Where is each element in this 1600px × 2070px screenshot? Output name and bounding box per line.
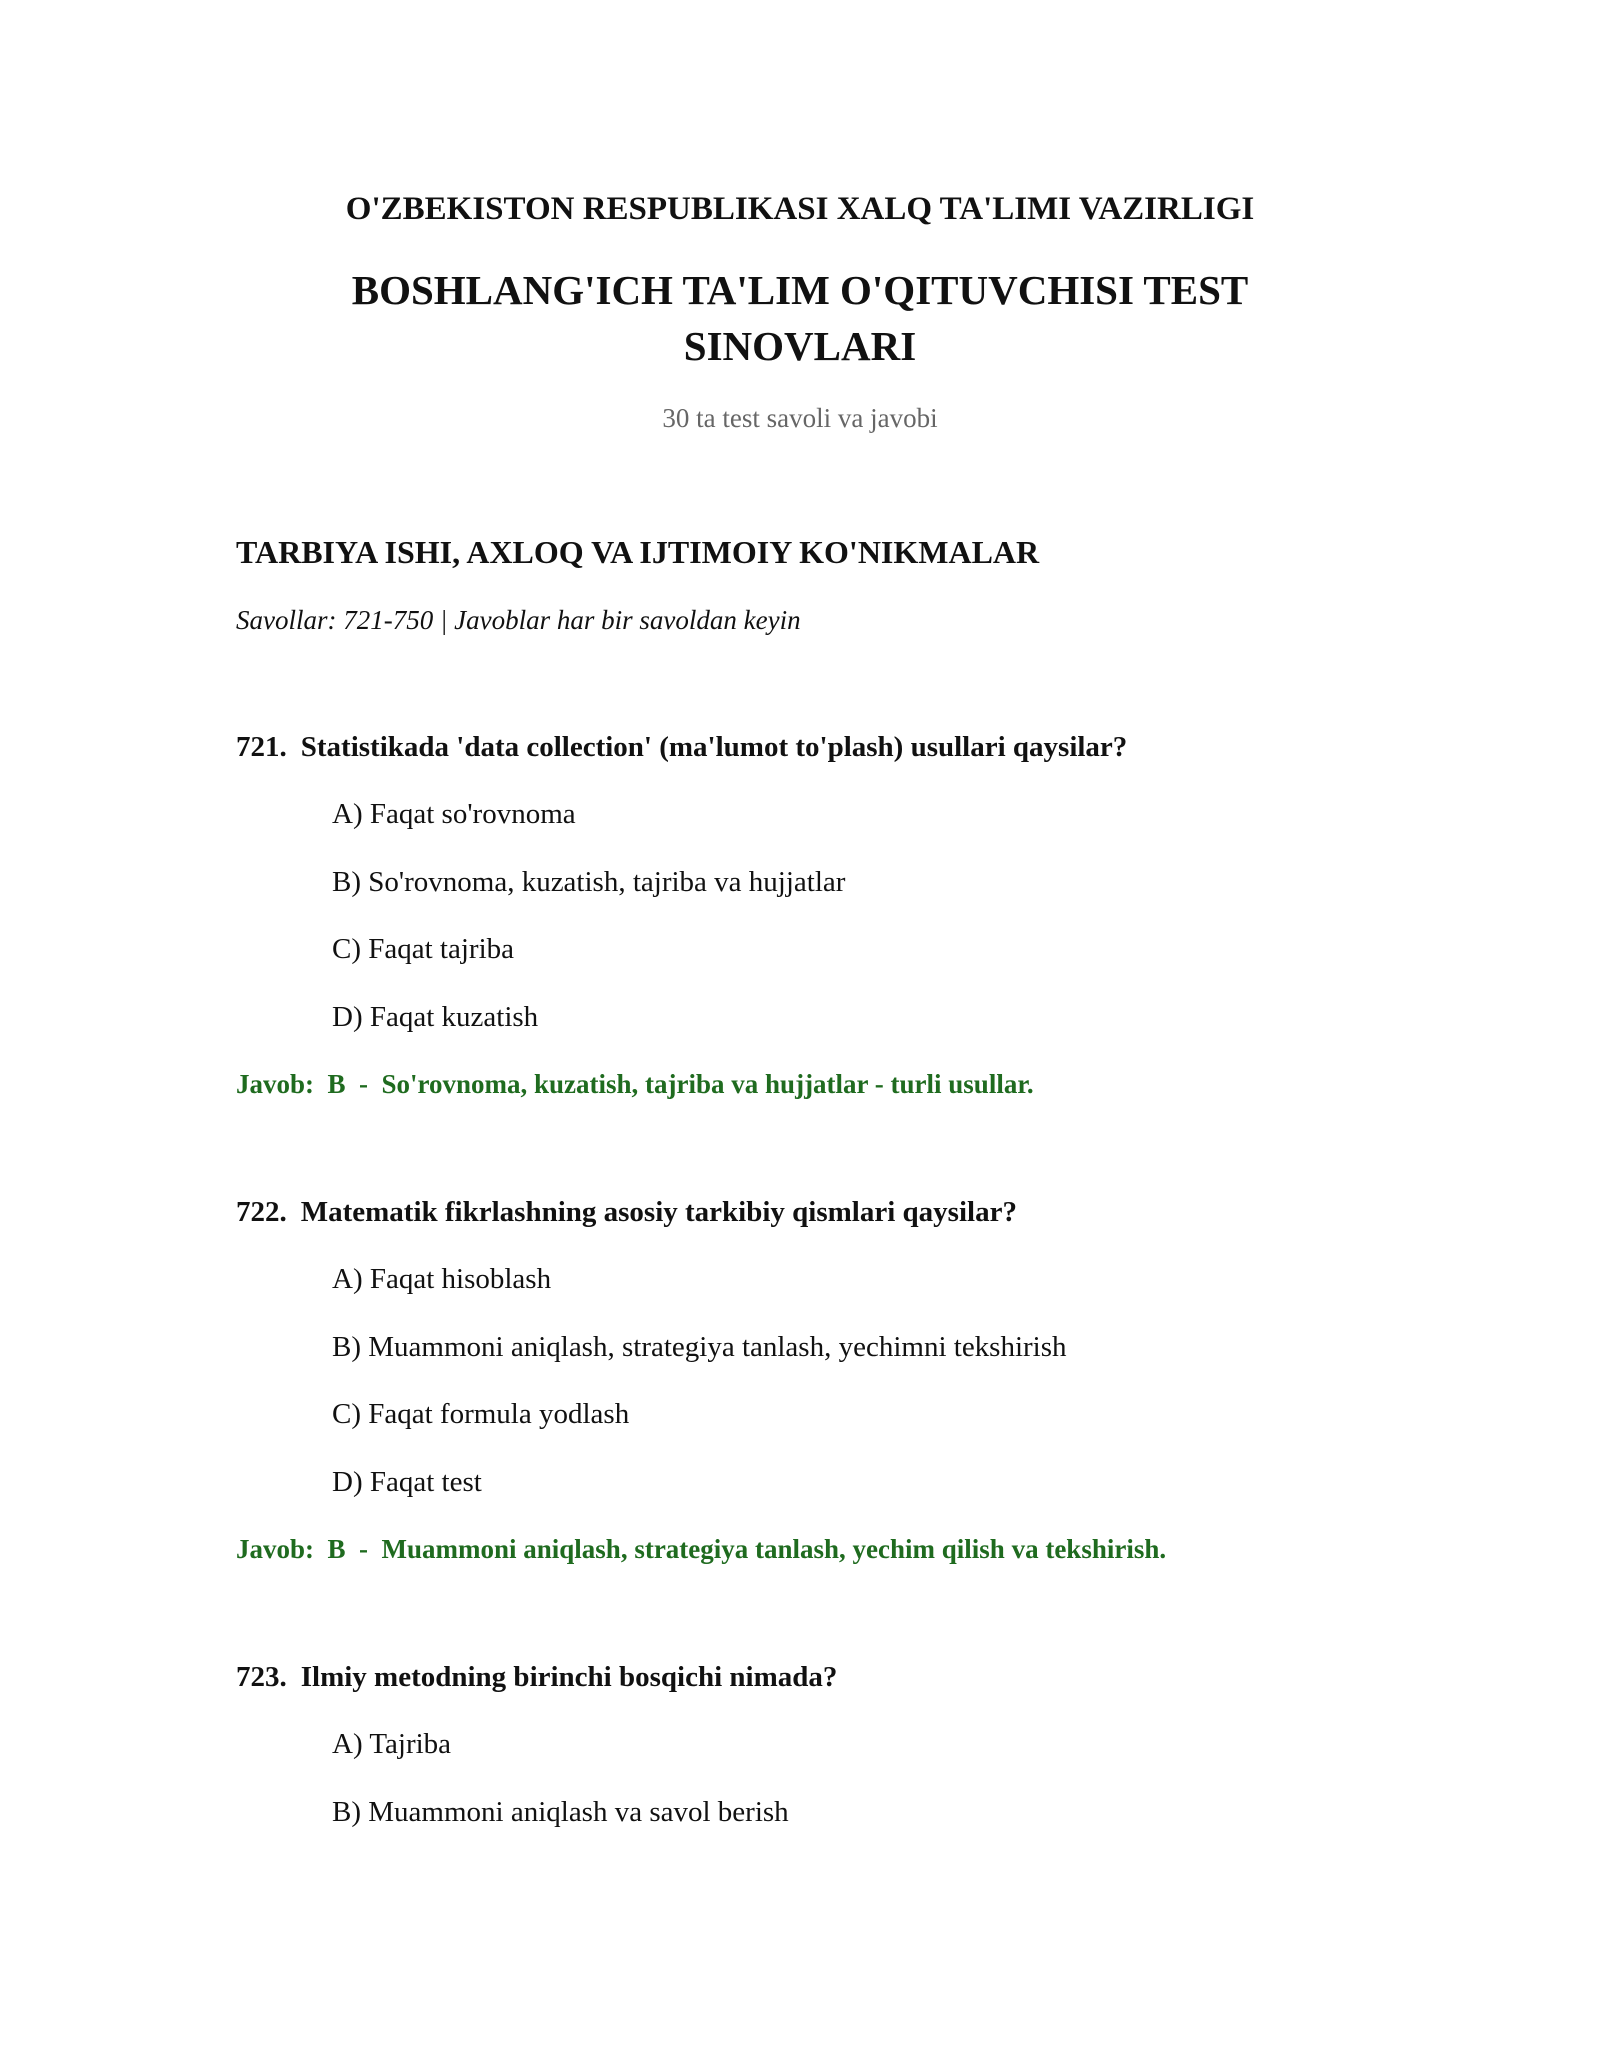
option-b: B) Muammoni aniqlash va savol berish — [332, 1795, 789, 1828]
document-title-line-1: BOSHLANG'ICH TA'LIM O'QITUVCHISI TEST — [351, 267, 1249, 313]
option-d: D) Faqat kuzatish — [332, 1000, 539, 1033]
question-text: Ilmiy metodning birinchi bosqichi nimada? — [300, 1661, 838, 1693]
answer-text: Javob: B - Muammoni aniqlash, strategiya tanlash, yechim qilish va tekshirish. — [236, 1534, 1167, 1564]
section-title: TARBIYA ISHI, AXLOQ VA IJTIMOIY KO'NIKMALAR — [236, 534, 1040, 570]
question-text-row — [236, 1192, 1436, 1259]
question-text: Statistikada 'data collection' (ma'lumot to'plash) usullari qaysilar? — [300, 731, 1128, 763]
document-title — [0, 262, 1600, 374]
question-number: 723. — [236, 1661, 287, 1693]
question-number: 722. — [236, 1196, 287, 1228]
option-a: A) Faqat hisoblash — [332, 1263, 552, 1295]
option-b: B) So'rovnoma, kuzatish, tajriba va hujjatlar — [332, 865, 846, 898]
option-d: D) Faqat test — [332, 1465, 482, 1498]
question-text-row — [236, 727, 1436, 794]
option-c: C) Faqat tajriba — [332, 933, 515, 965]
question-722 — [236, 1192, 1436, 1569]
option-c: C) Faqat formula yodlash — [332, 1398, 630, 1430]
document-subtitle: 30 ta test savoli va javobi — [662, 403, 938, 433]
option-a: A) Tajriba — [332, 1728, 452, 1760]
answer-text: Javob: B - So'rovnoma, kuzatish, tajriba va hujjatlar - turli usullar. — [236, 1069, 1034, 1099]
document-title-line-2: SINOVLARI — [683, 323, 917, 369]
question-text-row — [236, 1657, 1436, 1724]
section-meta: Savollar: 721-750 | Javoblar har bir savoldan keyin — [236, 605, 801, 635]
question-text: Matematik fikrlashning asosiy tarkibiy qismlari qaysilar? — [300, 1196, 1017, 1228]
option-b: B) Muammoni aniqlash, strategiya tanlash, yechimni tekshirish — [332, 1330, 1067, 1363]
question-723 — [236, 1657, 1436, 1859]
option-a: A) Faqat so'rovnoma — [332, 798, 576, 830]
question-721 — [236, 727, 1436, 1104]
ministry-heading: O'ZBEKISTON RESPUBLIKASI XALQ TA'LIMI VAZIRLIGI — [345, 191, 1255, 227]
question-number: 721. — [236, 731, 287, 763]
